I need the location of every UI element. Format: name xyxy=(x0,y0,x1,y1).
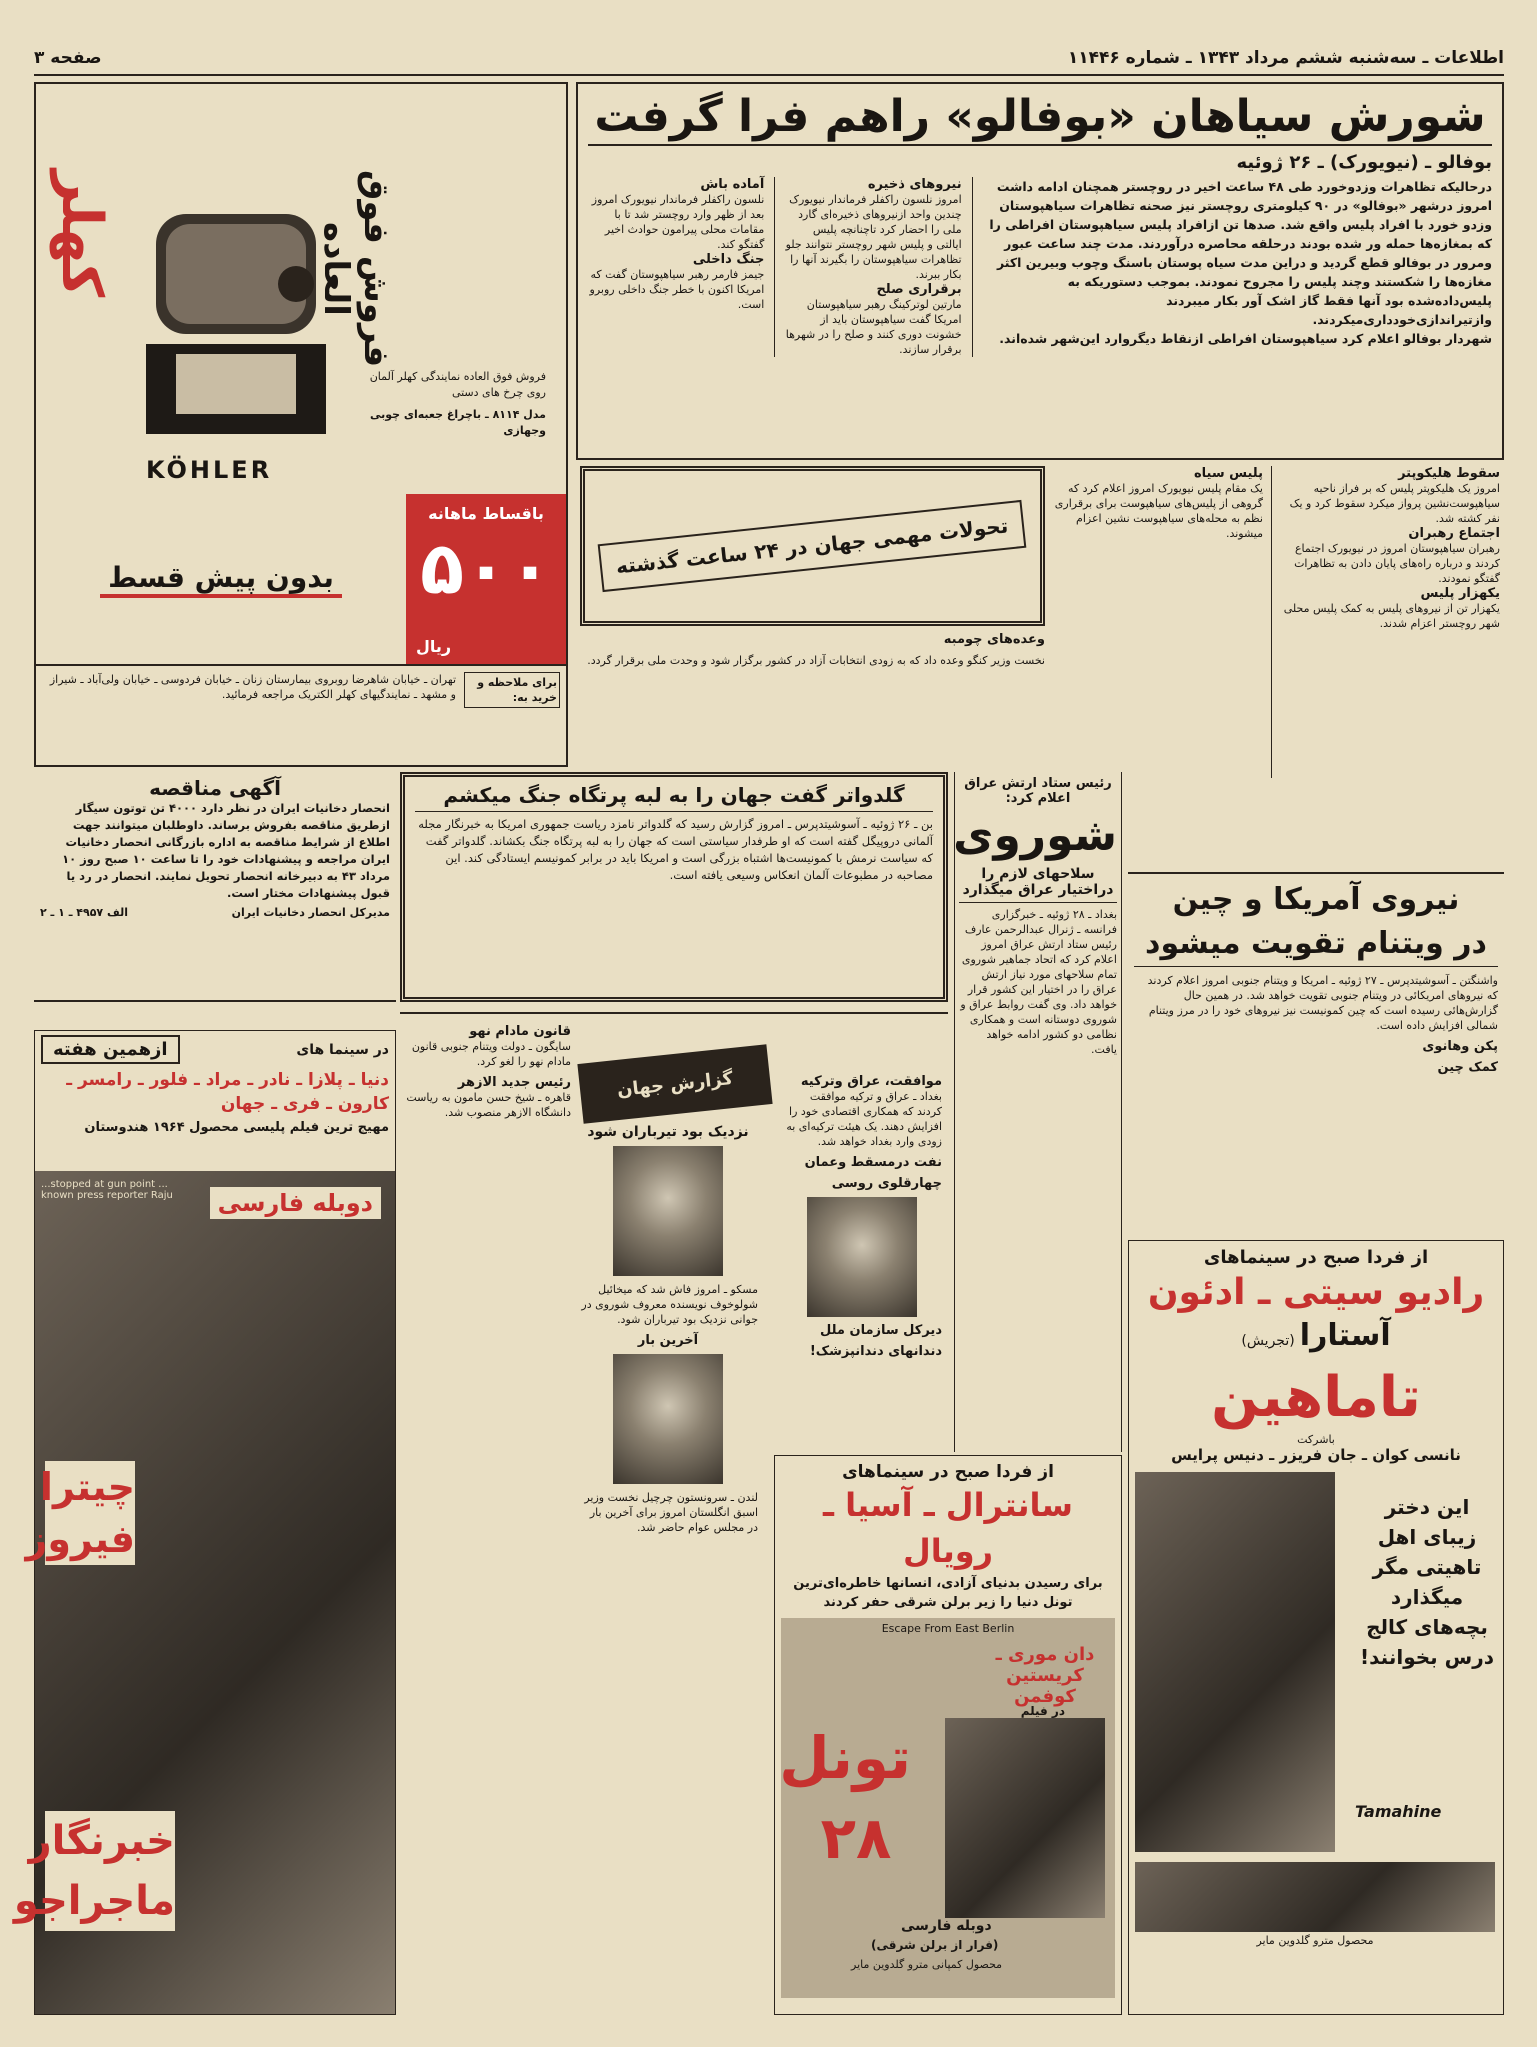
column-divider xyxy=(1271,466,1272,778)
kohler-footer xyxy=(36,664,566,714)
world-un-title: دیرکل سازمان ملل xyxy=(820,1323,942,1338)
lead-body-peace: مارتین لوترکینگ رهبر سیاهپوستان امریکا گفت سیاهپوستان باید از خشونت دوری کنند و صلح را در شهرها برقرار سازند. xyxy=(785,298,962,356)
world-banner xyxy=(577,1044,772,1124)
lead-story xyxy=(576,82,1504,460)
iraq-headline: شوروی xyxy=(953,810,1117,861)
cinema-mid-film-en: Escape From East Berlin xyxy=(881,1622,1015,1635)
goldwater-body: بن ـ ۲۶ ژوئیه ـ آسوشیتدپرس ـ امروز گزارش رسید که گلدواتر نامزد ریاست جمهوری امریکا به خبرنگار مجله آلمانی دروپیگل گفته است که او طرفدار سیاستی است که جهان را به لبه پرتگاه جنگ بکشاند. گلدواتر گفت که سیاست نرمش با کمونیست‌ها اشتباه بزرگی است و امریکا باید در برابر کمونیسم ایستادگی کند. این مصاحبه در مطبوعات آلمان انعکاس وسیعی یافته است. xyxy=(418,817,933,882)
kohler-models: مدل ۸۱۱۴ ـ باچراغ جعبه‌ای چوبی وجهازی xyxy=(369,408,546,437)
cinema-left-header xyxy=(35,1031,395,1139)
iraq-body: بغداد ـ ۲۸ ژوئیه ـ خبرگزاری فرانسه ـ ژنرال عبدالرحمن عارف رئیس ستاد ارتش عراق امروز اعلام کرد که اتحاد جماهیر شوروی تمام سلاحهای مورد نیاز ارتش عراق را در اختیار این کشور قرار خواهد داد. وی گفت روابط عراق و شوروی دوستانه است و همکاری نظامی دو کشور ادامه خواهد یافت. xyxy=(960,908,1117,1056)
cinema-mid-photo xyxy=(945,1718,1105,1918)
vietnam-body: واشنگتن ـ آسوشیتدپرس ـ ۲۷ ژوئیه ـ امریکا و ویتنام جنوبی امروز اعلام کردند که نیروهای امریکائی در ویتنام جنوبی تقویت خواهد شد. در همین حال گزارش‌هائی رسیده است که چین کمونیست نیز نیروهای خود را در مرز ویتنام شمالی افزایش داده است. xyxy=(1147,974,1498,1032)
cinema-left-photo-caption: ...stopped at gun point ... known press reporter Raju xyxy=(41,1179,173,1201)
tanker-text: تحولات مهمی جهان در ۲۴ ساعت گذشته xyxy=(598,500,1027,592)
lead-sub-alert: آماده باش xyxy=(700,177,765,192)
lead-body-reserves: امروز نلسون راکفلر فرماندار نیویورک چندین واحد ازنیروهای ذخیره‌ای گارد ملی را احضار کرد تاچنانچه پلیس ایالتی و پلیس شهر روچستر نتوانند جلو تظاهرات سیاهپوستان را بگیرند آنها را بکار ببرند. xyxy=(785,193,962,281)
lead-intro-text: درحالیکه تظاهرات وزدوخورد طی ۴۸ ساعت اخیر در روچستر همچنان ادامه داشت امروز درشهر «بوفالو» در ۹۰ کیلومتری روچستر نیز صحنه تظاهرات سیاهپوستان وزدو خورد با افراد پلیس واقع شد. صدها تن ازافراد پلیس سیاهپوستان افراطی را که بمغازه‌ها حمله ور شده بودند درحلقه محاصره درآوردند. مدت چند ساعت عبور ومرور در بوفالو قطع گردید و دراین مدت سیاه پوستان باسنگ وچوب وبیرین اکثر مغازه‌ها را شکستند وچند پلیس را مجروح نمودند. بموجب دستوریکه به پلیس‌داده‌شده بود آنها فقط گاز اشک آور بکار میبردند وازتیراندازی‌خودداری‌میکردند. xyxy=(989,179,1492,327)
lead-headline: شورش سیاهان «بوفالو» راهم فرا گرفت xyxy=(588,90,1492,146)
tender-ad xyxy=(34,772,396,1002)
iraq-deck: سلاحهای لازم را دراختیار عراق میگذارد xyxy=(959,866,1117,903)
iraq-kicker: رئیس ستاد ارتش عراق اعلام کرد: xyxy=(964,776,1112,806)
tender-body: انحصار دخانیات ایران در نظر دارد ۴۰۰۰ تن توتون سیگار ازطریق مناقصه بفروش برساند. داوطلبان میتوانند جهت اطلاع از شرایط مناقصه به اداره بازرگانی انحصار دخانیات ایران مراجعه و پیشنهادات خود را تا ساعت ۱۰ صبح روز ۱۰ مرداد ۴۳ به دبیرخانه انحصار تحویل نمایند. انحصار در رد یا قبول پیشنهادات مختار است. xyxy=(62,801,390,900)
world-dentist-title: دندانهای دندانپزشک! xyxy=(809,1344,942,1359)
world-last-title: آخرین بار xyxy=(637,1333,699,1348)
cinema-mid-title: از فردا صبح در سینماهای xyxy=(842,1462,1054,1482)
world-shot-title: نزدیک بود تیرباران شود xyxy=(587,1124,749,1140)
cinema-right-poster xyxy=(1135,1472,1497,1952)
cinema-mid-stars: دان موری ـ کریستین کوفمن xyxy=(995,1644,1095,1707)
cinema-mid-tagline: برای رسیدن بدنیای آزادی، انسانها خاطره‌ای‌ترین تونل دنیا را زیر برلن شرقی حفر کردند xyxy=(793,1576,1103,1610)
kohler-installment-title: باقساط ماهانه xyxy=(428,504,544,523)
world-quads-title: چهارقلوی روسی xyxy=(831,1176,942,1191)
cinema-right-stars-label: باشرکت xyxy=(1297,1433,1335,1446)
lead-sub-leaders: اجتماع رهبران xyxy=(1408,526,1500,541)
cinema-left-title: ازهمین هفته xyxy=(41,1035,180,1064)
tender-signer: مدیرکل انحصار دخانیات ایران xyxy=(231,906,390,919)
cinema-mid-dub: دوبله فارسی xyxy=(901,1918,992,1934)
lead-continuation xyxy=(576,462,1504,782)
vietnam-story xyxy=(1128,872,1504,1272)
world-col-mid xyxy=(578,1124,758,1535)
kohler-ad xyxy=(34,82,568,767)
kohler-amount: ۵۰۰ xyxy=(420,526,552,610)
kohler-desc-text: فروش فوق العاده نمایندگی کهلر آلمان روی چرخ های دستی xyxy=(369,370,546,399)
world-nhu-title: قانون مادام نهو xyxy=(469,1024,571,1039)
kohler-footer-label: برای ملاحظه و خرید به: xyxy=(464,672,560,708)
russian-quad-photo xyxy=(807,1197,917,1317)
kohler-price-band xyxy=(36,494,566,664)
cinema-right-pitch: این دختر زیبای اهل تاهیتی مگر میگذارد بچه‌های کالج درس بخوانند! xyxy=(1359,1495,1494,1669)
cinema-left-title-big: خبرنگار ماجراجو xyxy=(45,1811,175,1931)
lead-body-helicopter: امروز یک هلیکوپتر پلیس که بر فراز ناحیه سیاهپوست‌نشین پرواز میکرد سقوط کرد و یک نفر کشته شد. xyxy=(1289,482,1500,525)
lead-body-alert: نلسون راکفلر فرماندار نیویورک امروز بعد از ظهر وارد روچستر شد تا با مقامات محلی پیرامون حوادث اخیر گفتگو کند. xyxy=(591,193,765,251)
tender-title: آگهی مناقصه xyxy=(149,776,281,800)
page-number: صفحه ۳ xyxy=(34,48,102,68)
churchill-photo xyxy=(613,1354,723,1484)
cinema-right-photo xyxy=(1135,1472,1335,1852)
page-header xyxy=(34,42,1504,76)
world-last-body: لندن ـ سرونستون چرچیل نخست وزیر اسبق انگلستان امروز برای آخرین بار در مجلس عوام حاضر شد. xyxy=(584,1491,758,1534)
tanker-box xyxy=(580,466,1045,626)
world-shot-body: مسکو ـ امروز فاش شد که میخائیل شولوخوف نویسنده معروف شوروی در جوانی نزدیک بود تیرباران شود. xyxy=(581,1283,758,1326)
world-nhu-body: سایگون ـ دولت ویتنام جنوبی قانون مادام نهو را لغو کرد. xyxy=(411,1040,571,1068)
world-azhar-title: رئیس جدید الازهر xyxy=(457,1075,571,1090)
world-turkey-title: موافقت، عراق وترکیه xyxy=(800,1074,942,1089)
cinema-right-photo-2 xyxy=(1135,1862,1495,1932)
lead-sub-reserves: نیروهای ذخیره xyxy=(867,177,962,192)
cinema-right-stars: نانسی کوان ـ جان فریزر ـ دنیس پرایس xyxy=(1171,1446,1461,1464)
world-azhar-body: قاهره ـ شیخ حسن مامون به ریاست دانشگاه الازهر منصوب شد. xyxy=(406,1091,571,1119)
lead-body-leaders: رهبران سیاهپوستان امروز در نیویورک اجتماع کردند و درباره راه‌های پایان دادن به تظاهرات گفتگو نمودند. xyxy=(1294,542,1500,585)
world-turkey-body: بغداد ـ عراق و ترکیه موافقت کردند که همکاری اقتصادی خود را افزایش دهند. یک هیئت ترکیه‌ای به زودی وارد بغداد خواهد شد. xyxy=(786,1090,942,1148)
cinema-mid-film: تونل ۲۸ xyxy=(779,1724,911,1872)
cinema-right-title: از فردا صبح در سینماهای xyxy=(1203,1247,1429,1268)
lead-sub-police: یکهزار پلیس xyxy=(1420,586,1500,601)
kohler-no-down: بدون پیش قسط xyxy=(100,561,342,598)
lead-sub-civil-war: جنگ داخلی xyxy=(692,252,765,267)
vietnam-headline-1: نیروی آمریکا و چین xyxy=(1172,882,1460,917)
cinema-mid-producer: محصول کمپانی مترو گلدوین مایر xyxy=(851,1958,1003,1971)
cinema-right-astara: آستارا xyxy=(1299,1318,1391,1353)
cinema-right-producer: محصول مترو گلدوین مایر xyxy=(1256,1934,1374,1947)
cinema-right-film: تاماهین xyxy=(1211,1365,1421,1430)
cinema-left-star: چیترا فیروز xyxy=(45,1461,135,1565)
lead-body-civil-war: جیمز فارمر رهبر سیاهپوستان گفت که امریکا اکنون با خطر جنگ داخلی روبرو است. xyxy=(589,268,765,311)
goldwater-headline: گلدواتر گفت جهان را به لبه پرتگاه جنگ میکشم xyxy=(415,783,933,812)
lead-intro xyxy=(588,177,1492,357)
cinema-left-tagline: مهیج ترین فیلم پلیسی محصول ۱۹۶۴ هندوستان xyxy=(84,1120,389,1135)
lead-sub-helicopter: سقوط هلیکوپتر xyxy=(1398,466,1500,481)
iraq-story xyxy=(954,772,1122,1452)
kohler-top xyxy=(36,84,566,494)
sholokhov-photo xyxy=(613,1146,723,1276)
kohler-sale: فروش فوق العاده xyxy=(316,170,396,368)
lead-sub-peace: برقراری صلح xyxy=(876,282,962,297)
column-divider xyxy=(774,177,775,357)
vietnam-sub-china-aid: کمک چین xyxy=(1437,1060,1498,1075)
column-divider xyxy=(972,177,973,357)
masthead: اطلاعات ـ سه‌شنبه ششم مرداد ۱۳۴۳ ـ شماره ۱۱۴۴۶ xyxy=(1067,48,1504,68)
sewing-machine-image xyxy=(136,194,336,454)
cinema-mid-subtitle: (فرار از برلن شرقی) xyxy=(871,1938,999,1952)
cinema-left-poster xyxy=(13,1171,395,2014)
tender-ref: الف ۴۹۵۷ ـ ۱ ـ ۲ xyxy=(40,906,128,919)
world-oman-title: نفت درمسقط وعمان xyxy=(804,1155,942,1170)
kohler-desc xyxy=(366,369,546,439)
lead-mayor-text: شهردار بوفالو اعلام کرد سیاهپوستان افراطی ازنقاط دیگروارد این‌شهر شده‌اند. xyxy=(999,331,1492,346)
cinema-mid-theaters: سانترال ـ آسیا ـ رویال xyxy=(822,1486,1073,1570)
kohler-red-panel xyxy=(406,494,566,664)
kohler-model: KÖHLER xyxy=(146,456,273,484)
kohler-footer-text: تهران ـ خیابان شاهرضا روبروی بیمارستان زنان ـ خیابان فردوسی ـ خیابان ولی‌آباد ـ شیراز و مشهد ـ نمایندگیهای کهلر الکتریک مراجعه فرمائید. xyxy=(49,673,456,701)
cinema-left-in-cinemas: در سینما های xyxy=(296,1041,389,1058)
cinema-right-logo: Tamahine xyxy=(1355,1802,1442,1821)
kohler-brand: کهلر xyxy=(49,170,114,298)
lead-body-black-police: یک مقام پلیس نیویورک امروز اعلام کرد که گروهی از پلیس‌های سیاهپوست برای برقراری نظم به محله‌های سیاهپوست نشین اعزام میشوند. xyxy=(1054,482,1263,540)
cinema-left-theaters: دنیا ـ پلازا ـ نادر ـ مراد ـ فلور ـ رامسر ـ کارون ـ فری ـ جهان xyxy=(66,1070,389,1114)
kohler-currency: ریال xyxy=(416,637,452,656)
lead-body-police: یکهزار تن از نیروهای پلیس به کمک پلیس محلی شهر روچستر اعزام شدند. xyxy=(1283,602,1500,630)
lead-dateline: بوفالو ـ (نیویورک) ـ ۲۶ ژوئیه xyxy=(1236,152,1492,173)
cinema-left-ad xyxy=(13,1030,396,2015)
cinema-mid-film-label: در فیلم xyxy=(1020,1704,1065,1718)
cinema-mid-poster xyxy=(781,1618,1115,1998)
vietnam-headline-2: در ویتنام تقویت میشود xyxy=(1134,922,1498,967)
cinema-right-ad xyxy=(1128,1240,1504,2015)
vietnam-sub-peking: پکن وهانوی xyxy=(1422,1039,1498,1054)
world-col-right xyxy=(782,1074,942,1359)
cinema-right-astara-note: (تجریش) xyxy=(1241,1333,1295,1349)
goldwater-story xyxy=(400,772,948,1002)
lead-sub-black-police: پلیس سیاه xyxy=(1193,466,1263,481)
cinema-right-theaters: رادیو سیتی ـ ادئون xyxy=(1147,1272,1485,1313)
lead-body-tshombe: نخست وزیر کنگو وعده داد که به زودی انتخابات آزاد در کشور برگزار شود و وحدت ملی برقرار گردد. xyxy=(587,654,1045,667)
cinema-left-dub: دوبله فارسی xyxy=(210,1187,381,1219)
cinema-mid-ad xyxy=(774,1455,1122,2015)
world-banner-text: گزارش جهان xyxy=(616,1067,734,1101)
lead-sub-tshombe: وعده‌های چومبه xyxy=(943,632,1045,647)
tender-footer xyxy=(40,906,390,919)
world-col-left xyxy=(406,1024,571,1120)
